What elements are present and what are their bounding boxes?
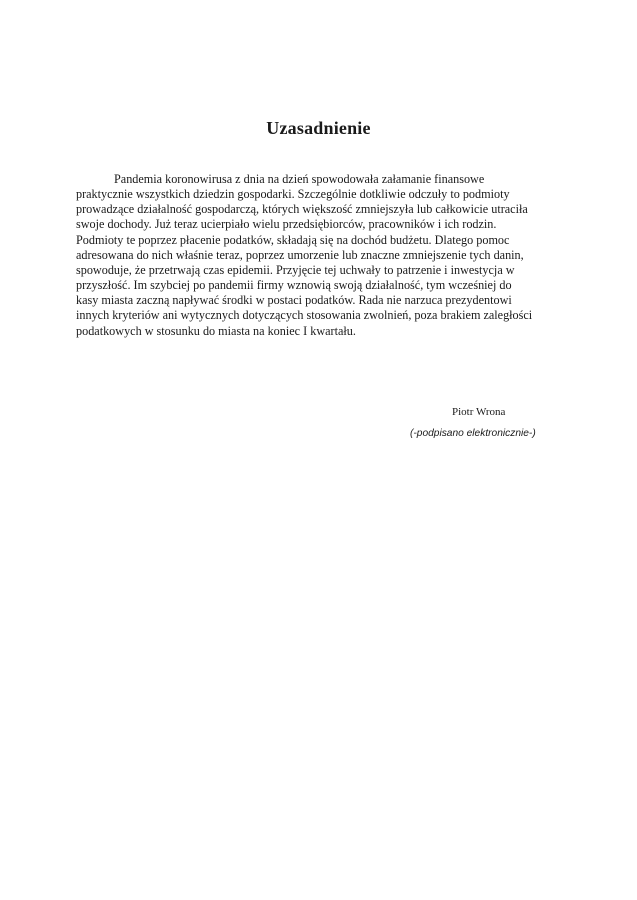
signature-note: (-podpisano elektronicznie-) [410,428,536,439]
signature-name: Piotr Wrona [452,406,506,418]
paragraph-line: Podmioty te poprzez płacenie podatków, składają się na dochód budżetu. Dlatego pomoc [76,232,510,247]
paragraph-line: spowoduje, że przetrwają czas epidemii. Przyjęcie tej uchwały to patrzenie i inwestycja w [76,262,515,277]
justification-paragraph [76,172,556,339]
paragraph-line: kasy miasta zaczną napływać środki w postaci podatków. Rada nie narzuca prezydentowi [76,293,512,308]
paragraph-line: swoje dochody. Już teraz ucierpiało wielu przedsiębiorców, pracowników i ich rodzin. [76,217,497,232]
paragraph-line: Pandemia koronowirusa z dnia na dzień spowodowała załamanie finansowe [114,172,485,186]
document-title: Uzasadnienie [266,118,371,138]
paragraph-line: przyszłość. Im szybciej po pandemii firmy wznowią swoją działalność, tym wcześniej do [76,278,512,293]
paragraph-line: prowadzące działalność gospodarczą, których większość zmniejszyła lub całkowicie utraciła [76,202,528,217]
paragraph-line: adresowana do nich właśnie teraz, poprzez umorzenie lub znaczne zmniejszenie tych danin, [76,247,524,262]
paragraph-line: innych kryteriów ani wytycznych dotyczących stosowania zwolnień, poza brakiem zaległości [76,308,533,323]
paragraph-line: praktycznie wszystkich dziedzin gospodarki. Szczególnie dotkliwie odczuły to podmioty [76,187,510,202]
paragraph-line: podatkowych w stosunku do miasta na koniec I kwartału. [76,323,356,338]
